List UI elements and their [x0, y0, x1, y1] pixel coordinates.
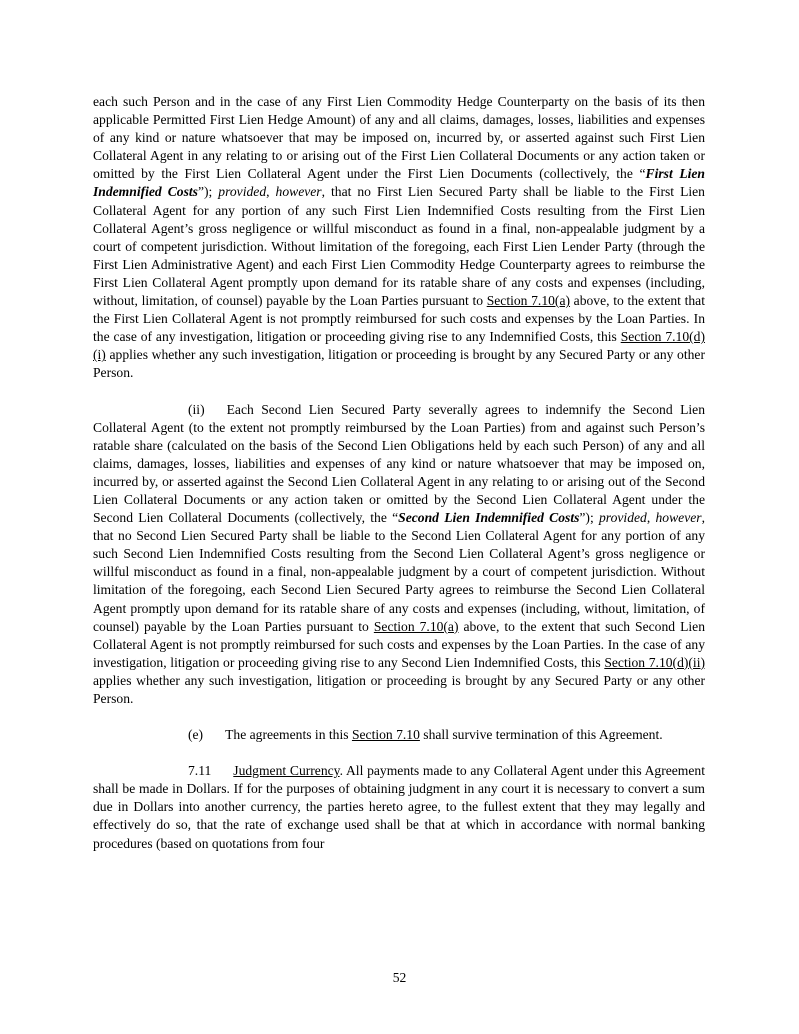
section-reference: Section 7.10(a)	[373, 618, 459, 634]
section-reference: Section 7.10	[351, 727, 420, 743]
text-run: ,	[266, 184, 276, 200]
paragraph-survival	[93, 726, 705, 744]
italic-term: however	[655, 510, 702, 526]
clause-label: (ii)	[188, 401, 205, 417]
text-run: above, to the extent that the First Lien Collateral Agent is not promptly reimbursed for such costs and expenses by the Loan Parties. In the case of any investigation, litigation or proceeding giving rise to any Indemnified Costs, this	[93, 293, 705, 345]
paragraph-first-lien-indemnity	[93, 93, 705, 383]
defined-term: Second Lien Indemnified Costs	[398, 510, 580, 526]
text-run: shall survive termination of this Agreement.	[419, 727, 663, 743]
text-run: , that no First Lien Secured Party shall be liable to the First Lien Collateral Agent for any portion of any such First Lien Indemnified Costs resulting from the First Lien Collateral Agent’s gross negligence or willful misconduct as found in a final, non-appealable judgment by a court of competent jurisdiction. Without limitation of the foregoing, each First Lien Lender Party (through the First Lien Administrative Agent) and each First Lien Commodity Hedge Counterparty agrees to reimburse the First Lien Collateral Agent promptly upon demand for its ratable share of any costs and expenses (including, without, limitation, of counsel) payable by the Loan Parties pursuant to	[93, 184, 705, 309]
page-number: 52	[392, 970, 407, 985]
text-run: applies whether any such investigation, litigation or proceeding is brought by any Secured Party or any other Person.	[93, 347, 705, 381]
text-run: The agreements in this	[225, 727, 352, 743]
section-number: 7.11	[188, 763, 212, 779]
italic-term: provided	[599, 510, 647, 526]
paragraph-judgment-currency	[93, 762, 705, 852]
section-heading: Judgment Currency	[233, 763, 340, 779]
text-run: ”);	[579, 510, 599, 526]
text-run: , that no Second Lien Secured Party shall be liable to the Second Lien Collateral Agent for any portion of any such Second Lien Indemnified Costs resulting from the Second Lien Collateral Agent’s gross negligence or willful misconduct as found in a final, non-appealable judgment by a court of competent jurisdiction. Without limitation of the foregoing, each Second Lien Secured Party agrees to reimburse the Second Lien Collateral Agent promptly upon demand for its ratable share of any costs and expenses (including, without, limitation, of counsel) payable by the Loan Parties pursuant to	[93, 510, 705, 634]
text-run: ,	[646, 510, 656, 526]
text-run: . All payments made to any Collateral Agent under this Agreement shall be made in Dollars. If for the purposes of obtaining judgment in any court it is necessary to convert a sum due in Dollars into another currency, the parties hereto agree, to the fullest extent that they may legally and effectively do so, that the rate of exchange used shall be that at which in accordance with normal banking procedures (based on quotations from four	[93, 763, 705, 851]
text-run: applies whether any such investigation, litigation or proceeding is brought by any Secured Party or any other Person.	[93, 672, 705, 706]
defined-term: First Lien Indemnified Costs	[93, 166, 705, 200]
section-reference: Section 7.10(d)(ii)	[604, 654, 706, 670]
document-body	[93, 93, 705, 871]
italic-term: provided	[218, 184, 267, 200]
section-reference: Section 7.10(a)	[486, 293, 571, 309]
clause-label: (e)	[188, 727, 204, 743]
paragraph-second-lien-indemnity	[93, 401, 705, 709]
section-reference: Section 7.10(d)(i)	[93, 329, 705, 363]
text-run: above, to the extent that such Second Lien Collateral Agent is not promptly reimbursed for such costs and expenses by the Loan Parties. In the case of any investigation, litigation or proceeding giving rise to any Second Lien Indemnified Costs, this	[93, 618, 705, 670]
text-run: Each Second Lien Secured Party severally agrees to indemnify the Second Lien Collateral Agent (to the extent not promptly reimbursed by the Loan Parties) from and against such Person’s ratable share (calculated on the basis of the Second Lien Obligations held by each such Person) of any and all claims, damages, losses, liabilities and expenses of any kind or nature whatsoever that may be imposed on, incurred by, or asserted against the Second Lien Collateral Agent in any relating to or arising out of the Second Lien Collateral Documents or any action taken or omitted by the Second Lien Collateral Agent under the Second Lien Collateral Documents (collectively, the “	[93, 401, 705, 526]
text-run: ”);	[197, 184, 219, 200]
italic-term: however	[275, 184, 322, 200]
text-run: each such Person and in the case of any First Lien Commodity Hedge Counterparty on the basis of its then applicable Permitted First Lien Hedge Amount) of any and all claims, damages, losses, liabilities and expenses of any kind or nature whatsoever that may be imposed on, incurred by, or asserted against such First Lien Collateral Agent in any relating to or arising out of the First Lien Collateral Documents or any action taken or omitted by the First Lien Collateral Agent under the First Lien Documents (collectively, the “	[93, 94, 705, 182]
